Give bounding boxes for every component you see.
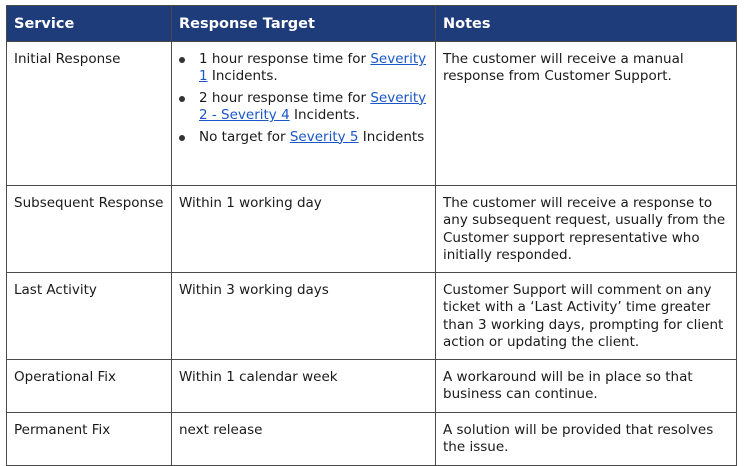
response-target-cell: Within 1 calendar week [172,360,436,413]
header-service: Service [7,6,172,42]
table-row [7,413,737,466]
target-list [179,51,428,146]
table-row [7,186,737,273]
response-target-cell: next release [172,413,436,466]
notes-cell: A solution will be provided that resolves the issue. [436,413,737,466]
list-item [199,90,428,125]
header-response-target: Response Target [172,6,436,42]
sla-table [6,5,737,466]
notes-cell: The customer will receive a response to any subsequent request, usually from the Customer support representative who initially responded. [436,186,737,273]
sla-table-wrapper [6,5,737,466]
target-text: No target for [199,128,290,145]
service-cell: Initial Response [7,42,172,186]
service-cell: Permanent Fix [7,413,172,466]
service-cell: Subsequent Response [7,186,172,273]
table-row [7,360,737,413]
response-target-cell [172,42,436,186]
service-cell: Last Activity [7,273,172,360]
target-text: Incidents [358,128,425,145]
target-text: Incidents. [207,68,278,85]
severity-2-4-link[interactable]: Severity 2 - Severity 4 [199,89,427,124]
response-target-cell: Within 3 working days [172,273,436,360]
notes-cell: Customer Support will comment on any ticket with a ‘Last Activity’ time greater than 3 working days, prompting for client action or updating the client. [436,273,737,360]
table-row [7,273,737,360]
response-target-cell: Within 1 working day [172,186,436,273]
target-text: Incidents. [289,107,360,124]
target-text: 1 hour response time for [199,51,371,67]
target-text: 2 hour response time for [199,89,371,106]
service-cell: Operational Fix [7,360,172,413]
notes-cell: A workaround will be in place so that business can continue. [436,360,737,413]
severity-1-link[interactable]: Severity 1 [199,51,427,85]
list-item [199,129,428,146]
header-notes: Notes [436,6,737,42]
table-row [7,42,737,186]
list-item [199,51,428,86]
severity-5-link[interactable]: Severity 5 [289,128,359,145]
notes-cell: The customer will receive a manual response from Customer Support. [436,42,737,186]
table-header-row [7,6,737,42]
